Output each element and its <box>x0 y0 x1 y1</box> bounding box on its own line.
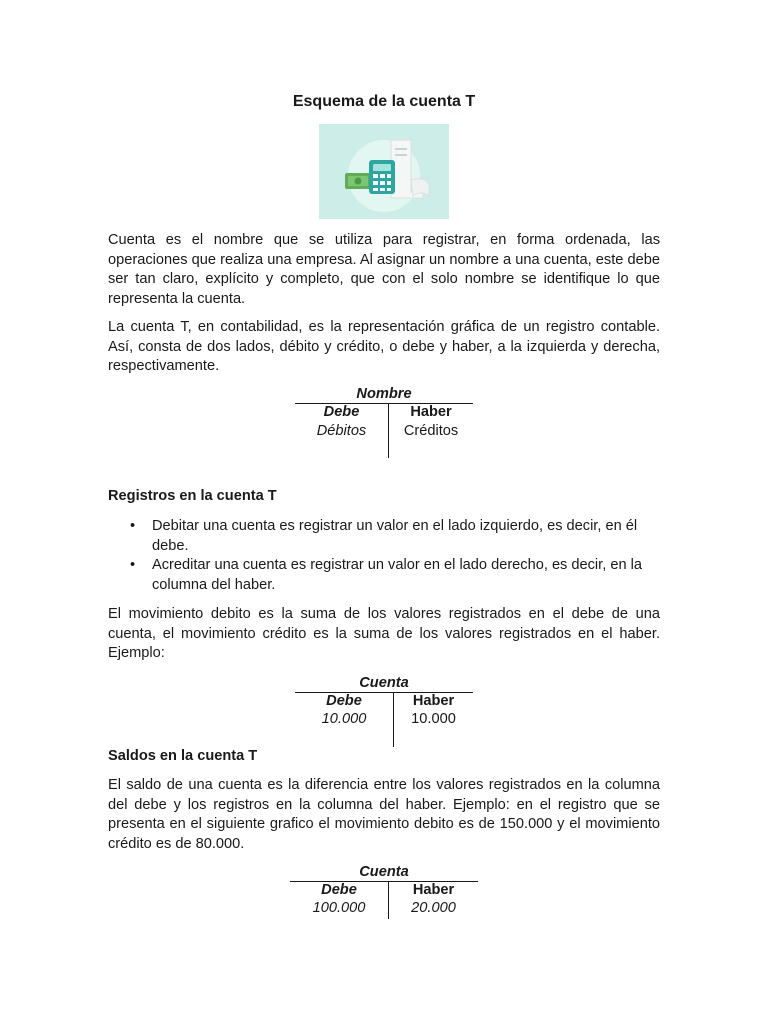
t-account-cuenta-ejemplo-2 <box>290 864 478 924</box>
t-account-debe-label: Debe <box>321 882 357 898</box>
t-account-haber-value: 20.000 <box>411 900 456 916</box>
list-item <box>130 517 660 556</box>
bullet-marker: • <box>130 557 136 573</box>
page-title: Esquema de la cuenta T <box>292 93 476 110</box>
t-account-debe-value: Débitos <box>316 423 367 439</box>
t-account-haber-label: Haber <box>412 882 455 898</box>
t-account-debe-value: 100.000 <box>312 900 366 916</box>
t-account-name: Cuenta <box>359 864 409 880</box>
paragraph-saldo: El saldo de una cuenta es la diferencia entre los valores registrados en la columna del debe y los registros en la columna del haber. Ejemplo: en el registro que se presenta en el siguiente grafico el movimiento debito es de 150.000 y el movimiento crédito es de 80.000. <box>108 777 660 852</box>
t-account-debe-label: Debe <box>326 693 362 709</box>
list-item <box>130 556 660 595</box>
t-account-name: Nombre <box>356 386 412 402</box>
paragraph-cuenta-t: La cuenta T, en contabilidad, es la representación gráfica de un registro contable. Así, consta de dos lados, débito y crédito, o debe y haber, a la izquierda y derecha, respectivamente. <box>108 319 660 374</box>
bullet-text: Debitar una cuenta es registrar un valor en el lado izquierdo, es decir, en él debe. <box>152 518 638 554</box>
illustration-svg <box>319 124 449 219</box>
t-account-haber-value: Créditos <box>403 423 459 439</box>
bullet-text: Acreditar una cuenta es registrar un valor en el lado derecho, es decir, en la columna del haber. <box>152 557 642 593</box>
t-account-haber-value: 10.000 <box>411 711 456 727</box>
paragraph-definition-cuenta: Cuenta es el nombre que se utiliza para registrar, en forma ordenada, las operaciones que realiza una empresa. Al asignar un nombre a una cuenta, este debe ser tan claro, explícito y completo, que con el solo nombre se identifique lo que representa la cuenta. <box>108 232 660 307</box>
t-account-debe-value: 10.000 <box>321 711 367 727</box>
heading-registros: Registros en la cuenta T <box>108 488 277 504</box>
paragraph-movimiento: El movimiento debito es la suma de los valores registrados en el debe de una cuenta, el movimiento crédito es la suma de los valores registrados en el haber. Ejemplo: <box>108 606 660 661</box>
t-account-nombre <box>295 386 473 460</box>
t-account-haber-label: Haber <box>412 693 455 709</box>
accounting-illustration <box>319 124 449 219</box>
calculator-icon <box>369 160 395 194</box>
bullet-marker: • <box>130 518 136 534</box>
t-account-haber-label: Haber <box>410 404 452 420</box>
money-icon <box>345 173 371 189</box>
t-account-name: Cuenta <box>359 675 409 691</box>
heading-saldos: Saldos en la cuenta T <box>108 748 258 764</box>
t-account-debe-label: Debe <box>323 404 360 420</box>
bullet-list <box>130 517 660 595</box>
t-account-cuenta-ejemplo-1 <box>295 675 473 749</box>
